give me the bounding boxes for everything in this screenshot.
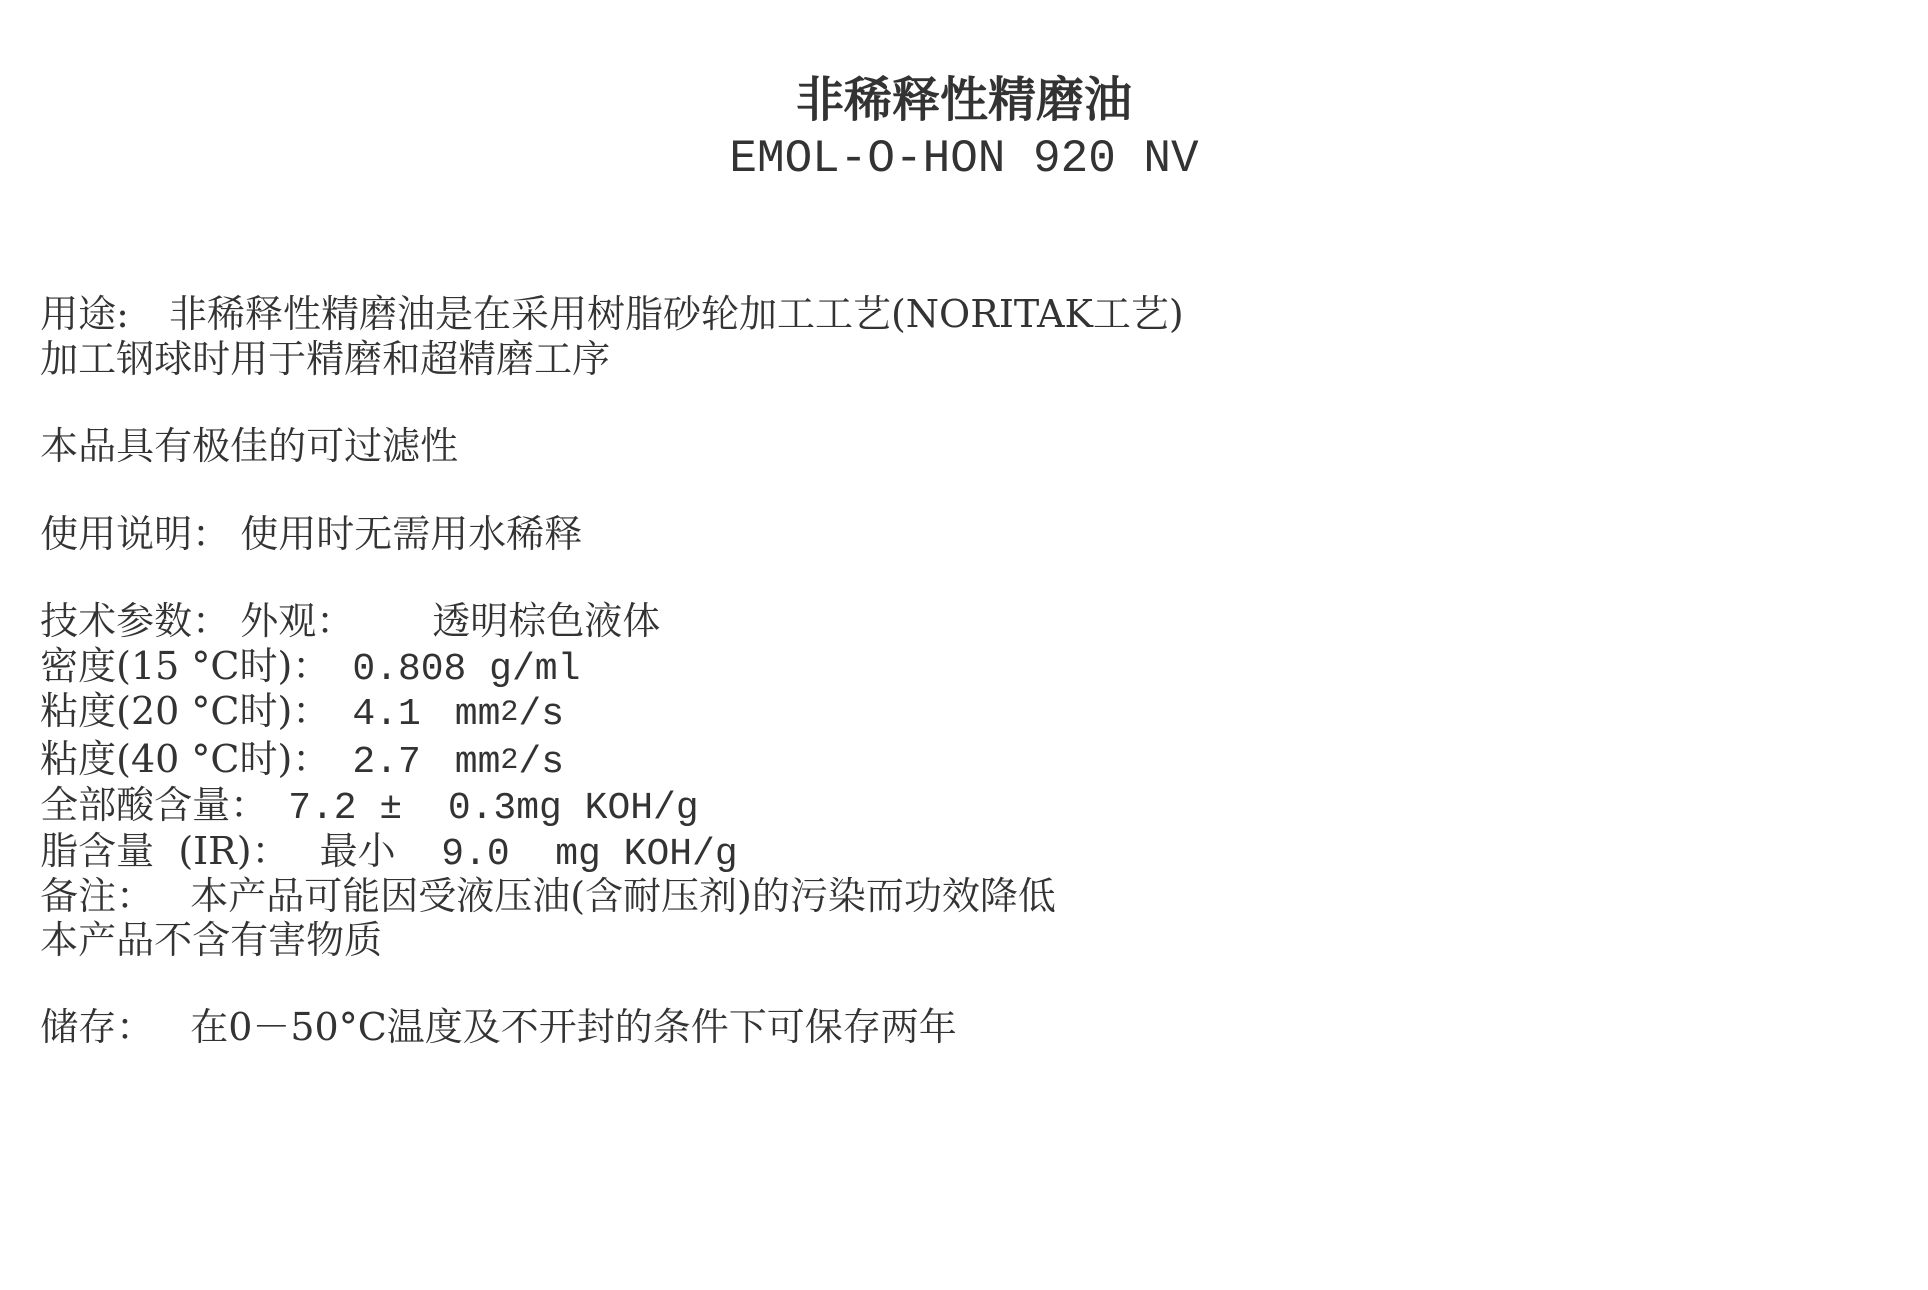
usage-text-2: 加工钢球时用于精磨和超精磨工序 xyxy=(40,337,611,381)
usage-line-2 xyxy=(16,290,610,382)
notes-label: 备注： xyxy=(40,874,155,918)
instructions-label: 使用说明： xyxy=(40,512,231,556)
appearance-value: 透明棕色液体 xyxy=(432,599,661,643)
viscosity-20-label: 粘度(20 °C时)： xyxy=(40,689,331,733)
viscosity-unit-base: mm xyxy=(454,741,501,784)
notes-text-1: 本产品可能因受液压油(含耐压剂)的污染而功效降低 xyxy=(190,874,1056,918)
viscosity-20-value: 4.1 xyxy=(352,693,421,736)
viscosity-40-value: 2.7 xyxy=(352,741,421,784)
viscosity-unit-exp: 2 xyxy=(500,696,519,730)
viscosity-unit-tail: /s xyxy=(518,693,564,736)
viscosity-unit-tail: /s xyxy=(518,741,564,784)
viscosity-unit-exp: 2 xyxy=(500,744,519,778)
tech-label: 技术参数： xyxy=(40,599,231,643)
notes-line-2 xyxy=(16,871,382,963)
appearance-label: 外观： xyxy=(240,599,355,643)
storage-text: 在0－50°C温度及不开封的条件下可保存两年 xyxy=(190,1005,957,1049)
acid-label: 全部酸含量： xyxy=(40,783,269,827)
density-label: 密度(15 °C时)： xyxy=(40,644,331,688)
viscosity-unit-base: mm xyxy=(454,693,501,736)
fat-label: 脂含量 (IR)： xyxy=(40,829,290,873)
usage-label: 用途: xyxy=(40,292,129,336)
acid-value: 7.2 ± 0.3mg KOH/g xyxy=(288,787,699,830)
instructions-text: 使用时无需用水稀释 xyxy=(240,512,583,556)
filterability-line xyxy=(16,377,458,469)
instructions-line xyxy=(16,465,582,557)
page-title: 非稀释性精磨油 xyxy=(795,72,1132,128)
notes-text-2: 本产品不含有害物质 xyxy=(40,918,383,962)
storage-label: 储存： xyxy=(40,1005,155,1049)
storage-line xyxy=(16,958,957,1050)
usage-text-1: 非稀释性精磨油是在采用树脂砂轮加工工艺(NORITAK工艺) xyxy=(168,292,1184,336)
fat-value: 最小 9.0 mg KOH/g xyxy=(319,833,738,876)
product-code: EMOL-O-HON 920 NV xyxy=(729,133,1199,185)
density-value: 0.808 g/ml xyxy=(352,648,581,691)
viscosity-40-label: 粘度(40 °C时)： xyxy=(40,737,331,781)
filterability-text: 本品具有极佳的可过滤性 xyxy=(40,424,459,468)
